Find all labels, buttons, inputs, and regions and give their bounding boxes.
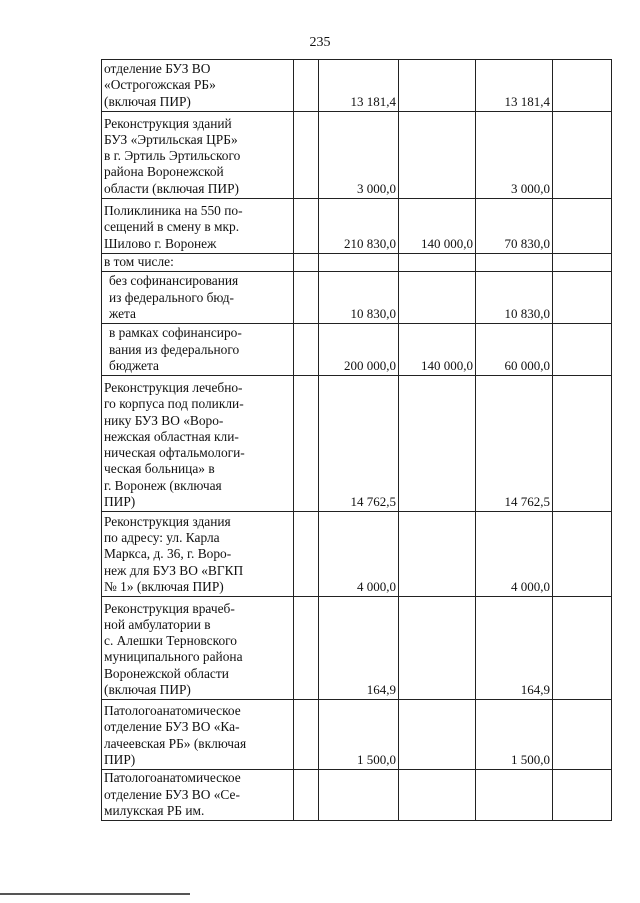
federal-amount-cell [399,272,476,324]
column-5-cell [553,60,612,112]
row-name-line: Патологоанатомическое [104,703,241,719]
table-row [102,60,612,112]
column-1-cell [294,272,319,324]
table-row [102,199,612,254]
table-row [102,770,612,821]
column-5-cell [553,512,612,597]
row-name-line: ческая больница» в [104,461,215,477]
row-name-line: неж для БУЗ ВО «ВГКП [104,562,244,578]
row-name-line: Воронежской области [104,665,229,681]
total-amount-cell: 1 500,0 [319,700,399,770]
regional-amount-cell: 4 000,0 [476,512,553,597]
row-name-cell [102,254,294,272]
row-name-line: нику БУЗ ВО «Воро- [104,412,224,428]
row-name-line: района Воронежской [104,164,224,180]
column-5-cell [553,700,612,770]
column-5-cell [553,770,612,821]
row-name-line: ПИР) [104,752,136,767]
row-name-line: го корпуса под поликли- [104,396,244,412]
row-name-line: Патологоанатомическое [104,770,241,786]
bottom-rule [0,893,190,895]
row-name-line: Маркса, д. 36, г. Воро- [104,546,232,562]
total-amount-cell [319,770,399,821]
row-name-cell [102,324,294,376]
row-name-cell [102,770,294,821]
row-name-line: БУЗ «Эртильская ЦРБ» [104,131,238,147]
row-name-line: ническая офтальмологи- [104,445,245,461]
row-name-line: № 1» (включая ПИР) [104,579,224,594]
regional-amount-cell: 14 762,5 [476,376,553,512]
row-name-line: области (включая ПИР) [104,180,240,196]
table-row [102,272,612,324]
row-name-line: отделение БУЗ ВО «Се- [104,786,240,802]
row-name-line: из федерального бюд- [109,289,235,305]
row-name-line: по адресу: ул. Карла [104,530,220,546]
row-name-cell [102,597,294,700]
table-row [102,112,612,199]
row-name-line: (включая ПИР) [104,93,191,109]
column-1-cell [294,254,319,272]
total-amount-cell: 4 000,0 [319,512,399,597]
page-number: 235 [309,35,331,50]
row-name-cell [102,199,294,254]
row-name-line: Реконструкция зданий [104,115,232,131]
column-1-cell [294,770,319,821]
table-row [102,376,612,512]
column-1-cell [294,376,319,512]
row-name-line: г. Воронеж (включая [104,477,222,493]
total-amount-cell [319,254,399,272]
total-amount-cell: 210 830,0 [319,199,399,254]
table-body [102,60,612,821]
column-1-cell [294,597,319,700]
row-name-line: муниципального района [104,649,243,665]
row-name-cell [102,60,294,112]
regional-amount-cell: 164,9 [476,597,553,700]
row-name-line: сещений в смену в мкр. [104,219,240,235]
total-amount-cell: 14 762,5 [319,376,399,512]
column-5-cell [553,324,612,376]
regional-amount-cell [476,254,553,272]
column-5-cell [553,199,612,254]
total-amount-cell: 13 181,4 [319,60,399,112]
row-name-cell [102,512,294,597]
row-name-line: «Острогожская РБ» [104,77,216,93]
federal-amount-cell [399,376,476,512]
column-5-cell [553,376,612,512]
federal-amount-cell [399,254,476,272]
table-row [102,700,612,770]
column-1-cell [294,112,319,199]
row-name-cell [102,112,294,199]
federal-amount-cell: 140 000,0 [399,199,476,254]
row-name-line: милукская РБ им. [104,803,205,818]
regional-amount-cell: 70 830,0 [476,199,553,254]
total-amount-cell: 3 000,0 [319,112,399,199]
table-row [102,254,612,272]
regional-amount-cell: 13 181,4 [476,60,553,112]
total-amount-cell: 200 000,0 [319,324,399,376]
regional-amount-cell: 3 000,0 [476,112,553,199]
row-name-line: (включая ПИР) [104,682,191,697]
row-name-line: Реконструкция здания [104,513,231,529]
row-name-line: лачеевская РБ» (включая [104,735,247,751]
row-name-line: Реконструкция врачеб- [104,600,235,616]
regional-amount-cell: 10 830,0 [476,272,553,324]
table-row [102,597,612,700]
column-5-cell [553,254,612,272]
total-amount-cell: 164,9 [319,597,399,700]
row-name-cell [102,700,294,770]
row-name-line: вания из федерального [109,341,240,357]
regional-amount-cell: 1 500,0 [476,700,553,770]
row-name-line: в г. Эртиль Эртильского [104,148,241,164]
column-5-cell [553,272,612,324]
row-name-line: в том числе: [104,254,174,269]
row-name-line: Поликлиника на 550 по- [104,203,243,219]
federal-amount-cell [399,512,476,597]
federal-amount-cell [399,597,476,700]
column-5-cell [553,597,612,700]
regional-amount-cell: 60 000,0 [476,324,553,376]
column-1-cell [294,324,319,376]
row-name-line: с. Алешки Терновского [104,633,237,649]
column-1-cell [294,700,319,770]
federal-amount-cell [399,112,476,199]
column-5-cell [553,112,612,199]
table-row [102,512,612,597]
row-name-cell [102,376,294,512]
row-name-line: жета [109,306,136,321]
row-name-line: отделение БУЗ ВО «Ка- [104,719,240,735]
column-1-cell [294,512,319,597]
total-amount-cell: 10 830,0 [319,272,399,324]
row-name-line: отделение БУЗ ВО [104,61,211,77]
row-name-line: Реконструкция лечебно- [104,379,243,395]
row-name-line: нежская областная кли- [104,428,239,444]
row-name-line: в рамках софинансиро- [109,325,242,341]
row-name-line: ной амбулатории в [104,616,211,632]
row-name-line: ПИР) [104,494,136,509]
row-name-line: без софинансирования [109,273,239,289]
federal-amount-cell: 140 000,0 [399,324,476,376]
column-1-cell [294,199,319,254]
column-1-cell [294,60,319,112]
table-row [102,324,612,376]
row-name-line: бюджета [109,358,159,373]
regional-amount-cell [476,770,553,821]
row-name-cell [102,272,294,324]
budget-table [101,59,612,821]
federal-amount-cell [399,700,476,770]
row-name-line: Шилово г. Воронеж [104,235,217,251]
federal-amount-cell [399,60,476,112]
federal-amount-cell [399,770,476,821]
